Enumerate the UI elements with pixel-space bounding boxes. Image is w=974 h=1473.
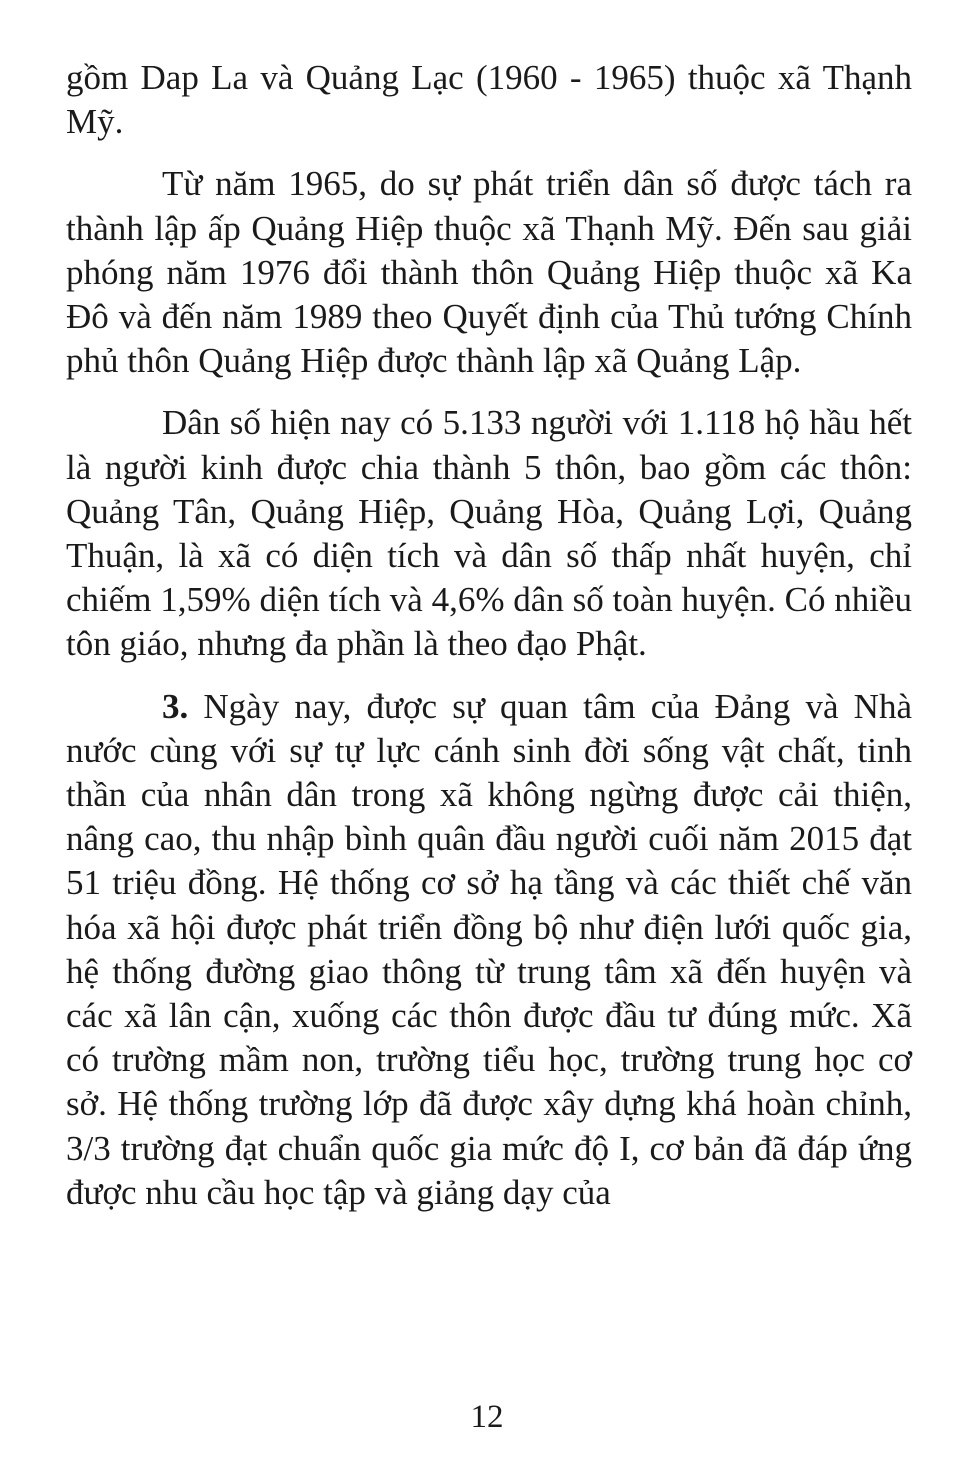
- paragraph-continuation: [66, 56, 912, 144]
- paragraph-text: Dân số hiện nay có 5.133 người với 1.118 hộ hầu hết là người kinh được chia thành 5 thôn, bao gồm các thôn: Quảng Tân, Quảng Hiệp, Quảng Hòa, Quảng Lợi, Quảng Thuận, là xã có diện tích và dân số thấp nhất huyện, chỉ chiếm 1,59% diện tích và 4,6% dân số toàn huyện. Có nhiều tôn giáo, nhưng đa phần là theo đạo Phật.: [66, 403, 912, 664]
- page-number: 12: [470, 1399, 504, 1435]
- paragraph-section-3: [66, 685, 912, 1215]
- section-number: 3.: [162, 686, 189, 726]
- paragraph-history: [66, 162, 912, 383]
- paragraph-population: [66, 401, 912, 666]
- page-body: [66, 56, 912, 1215]
- paragraph-text: Ngày nay, được sự quan tâm của Đảng và Nhà nước cùng với sự tự lực cánh sinh đời sống vật chất, tinh thần của nhân dân trong xã không ngừng được cải thiện, nâng cao, thu nhập bình quân đầu người cuối năm 2015 đạt 51 triệu đồng. Hệ thống cơ sở hạ tầng và các thiết chế văn hóa xã hội được phát triển đồng bộ như điện lưới quốc gia, hệ thống đường giao thông từ trung tâm xã đến huyện và các xã lân cận, xuống các thôn được đầu tư đúng mức. Xã có trường mầm non, trường tiểu học, trường trung học cơ sở. Hệ thống trường lớp đã được xây dựng khá hoàn chỉnh, 3/3 trường đạt chuẩn quốc gia mức độ I, cơ bản đã đáp ứng được nhu cầu học tập và giảng dạy của: [66, 686, 912, 1212]
- paragraph-text: Từ năm 1965, do sự phát triển dân số được tách ra thành lập ấp Quảng Hiệp thuộc xã Thạnh Mỹ. Đến sau giải phóng năm 1976 đổi thành thôn Quảng Hiệp thuộc xã Ka Đô và đến năm 1989 theo Quyết định của Thủ tướng Chính phủ thôn Quảng Hiệp được thành lập xã Quảng Lập.: [66, 164, 912, 381]
- paragraph-text: gồm Dap La và Quảng Lạc (1960 - 1965) thuộc xã Thạnh Mỹ.: [66, 58, 912, 142]
